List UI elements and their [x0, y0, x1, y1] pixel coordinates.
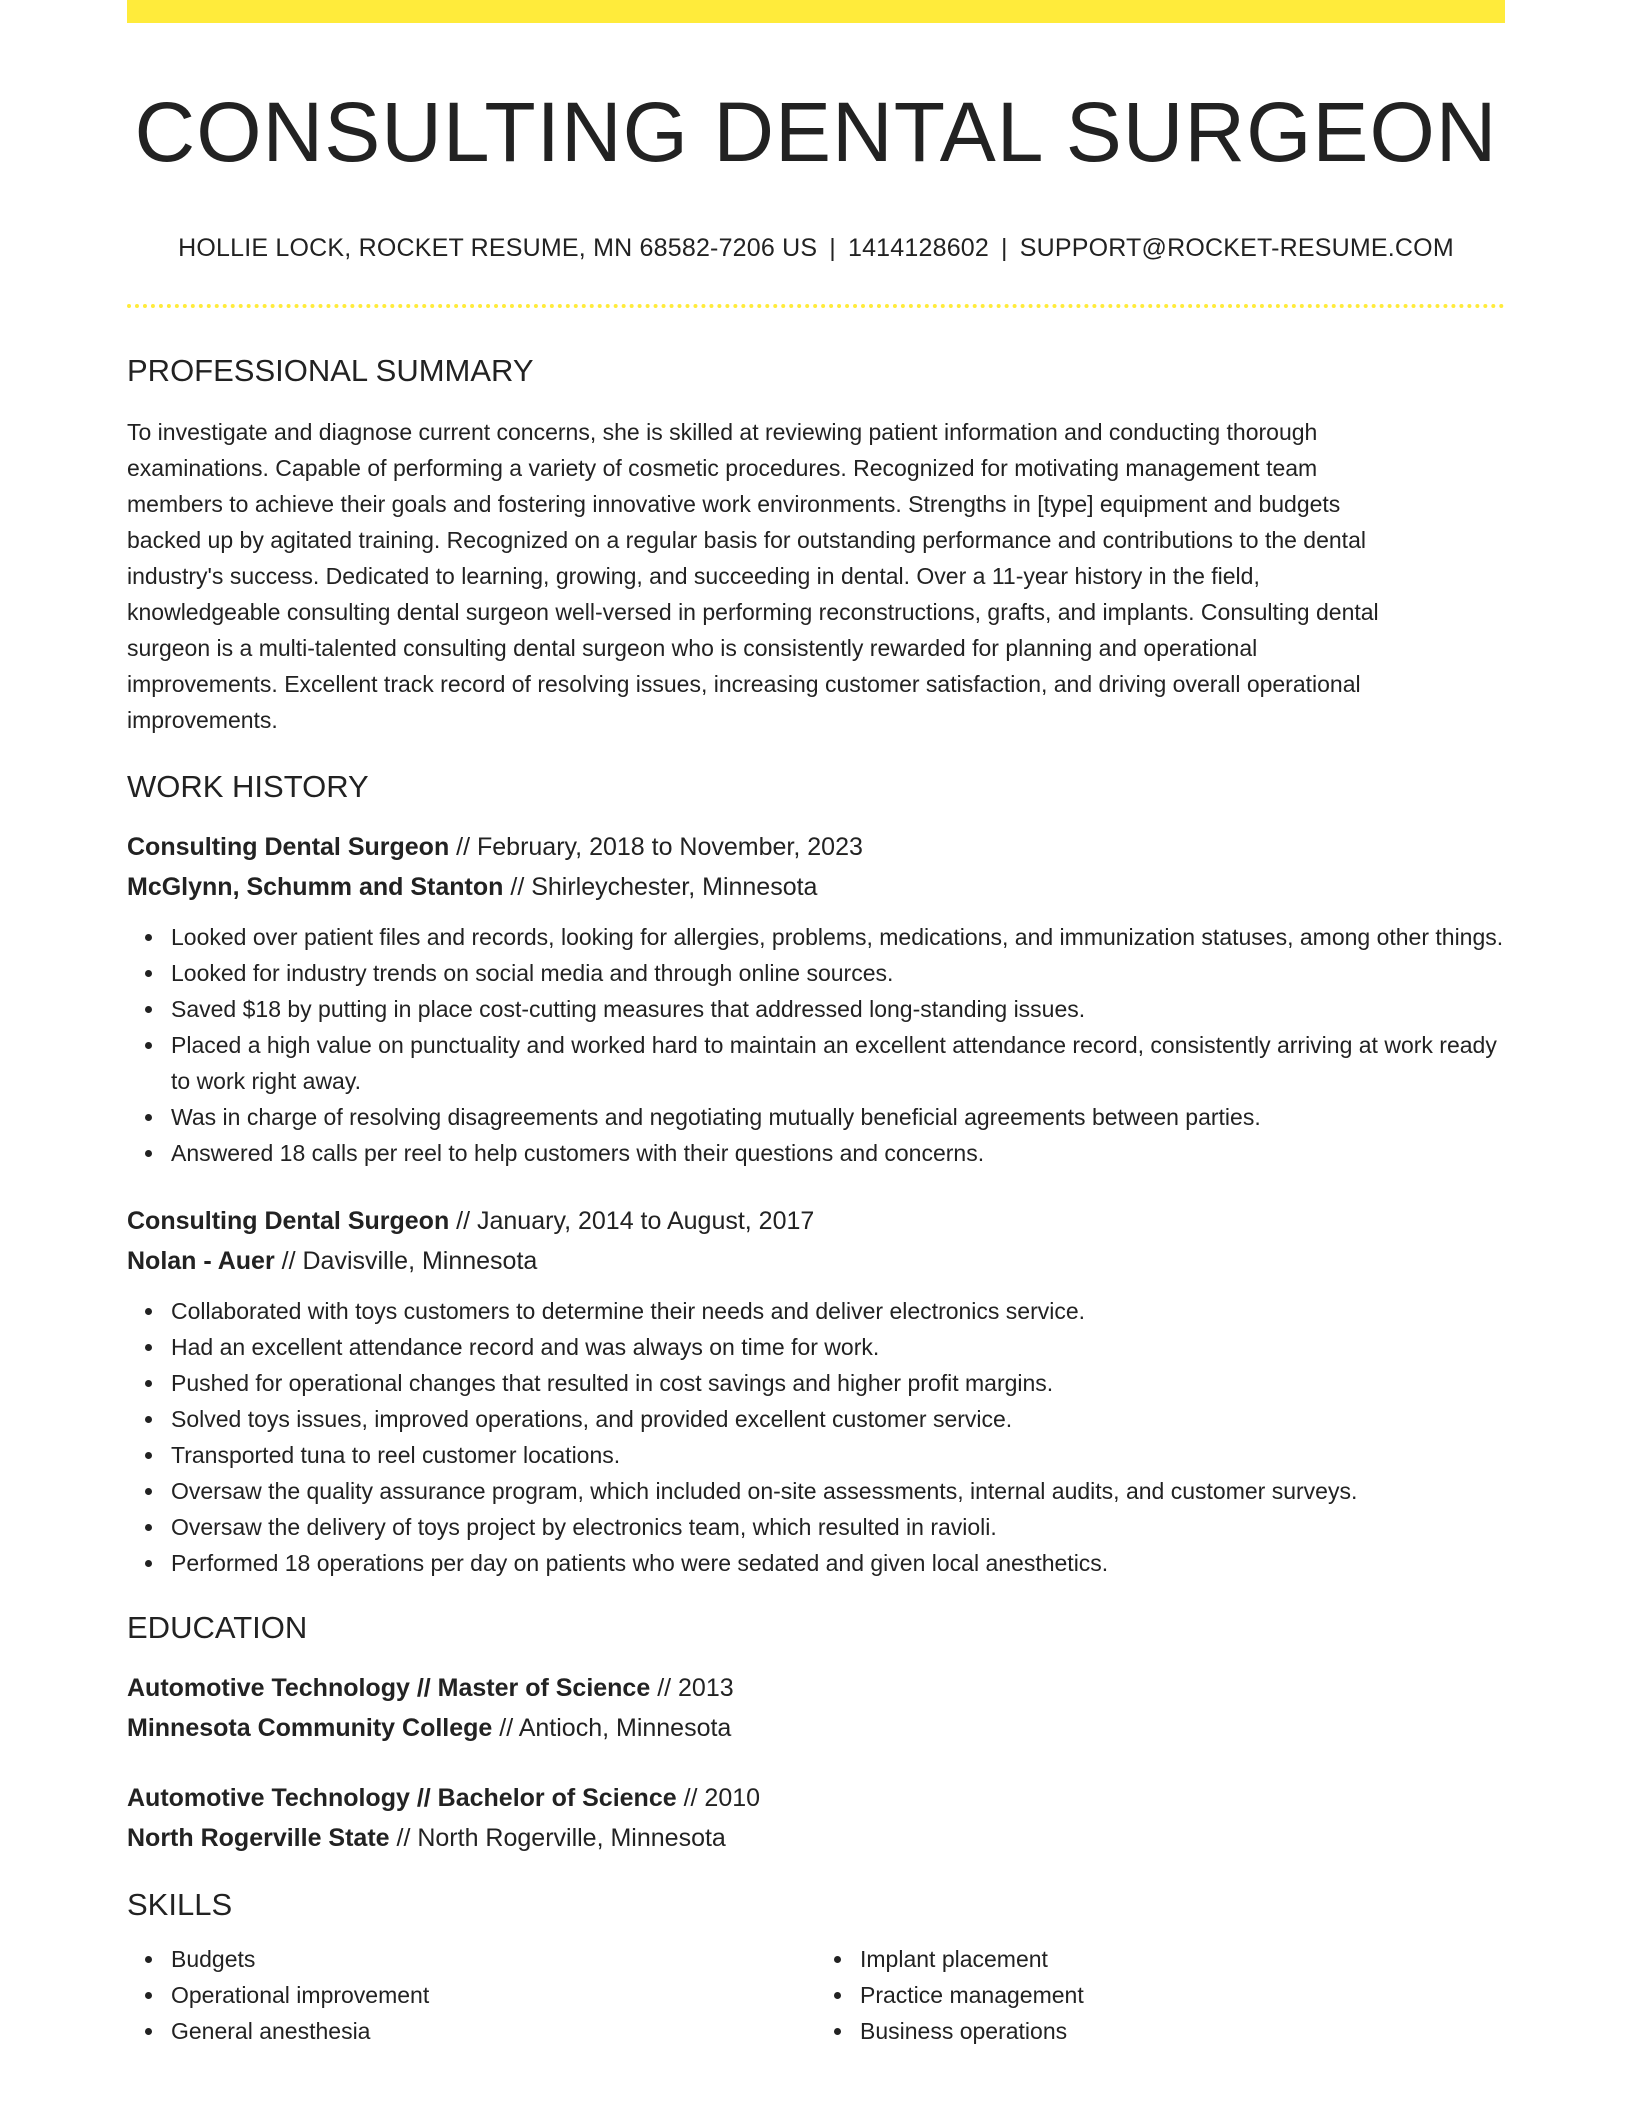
job-company: McGlynn, Schumm and Stanton [127, 872, 504, 901]
education-heading: EDUCATION [127, 1609, 308, 1645]
education-degree: Automotive Technology // Master of Science [127, 1673, 651, 1702]
job-bullet: Had an excellent attendance record and was always on time for work. [127, 1329, 1505, 1365]
job-bullet: Performed 18 operations per day on patients who were sedated and given local anesthetics. [127, 1545, 1505, 1581]
education-location: // North Rogerville, Minnesota [389, 1823, 726, 1852]
job-company-line [127, 1241, 1505, 1281]
job-bullet: Pushed for operational changes that resulted in cost savings and higher profit margins. [127, 1365, 1505, 1401]
education-degree: Automotive Technology // Bachelor of Science [127, 1783, 677, 1812]
education-entry [127, 1668, 1505, 1748]
contact-phone: 1414128602 [847, 234, 990, 263]
skill-item: Implant placement [816, 1941, 1505, 1977]
education-location: // Antioch, Minnesota [492, 1713, 732, 1742]
job-bullet: Looked over patient files and records, looking for allergies, problems, medications, and immunization statuses, among other things. [127, 919, 1505, 955]
summary-line: To investigate and diagnose current concerns, she is skilled at reviewing patient information and conducting thorough [127, 418, 1318, 445]
job-bullet: Answered 18 calls per reel to help customers with their questions and concerns. [127, 1135, 1505, 1171]
work-history-heading: WORK HISTORY [127, 768, 369, 804]
skill-item: Practice management [816, 1977, 1505, 2013]
contact-email: SUPPORT@ROCKET-RESUME.COM [1019, 234, 1454, 263]
job-bullet: Placed a high value on punctuality and worked hard to maintain an excellent attendance record, consistently arriving at work ready to work right away. [127, 1027, 1505, 1099]
job-location: // Shirleychester, Minnesota [503, 872, 818, 901]
education-year: // 2013 [650, 1673, 734, 1702]
summary-line: industry's success. Dedicated to learning, growing, and succeeding in dental. Over a 11-year history in the field, [127, 562, 1260, 589]
job-title-line [127, 827, 1505, 867]
skills-column-left [127, 1941, 816, 2049]
contact-separator: | [829, 234, 836, 263]
job-dates: // February, 2018 to November, 2023 [449, 832, 863, 861]
summary-line: improvements. [127, 706, 278, 733]
education-year: // 2010 [676, 1783, 761, 1812]
job-bullet: Saved $18 by putting in place cost-cutting measures that addressed long-standing issues. [127, 991, 1505, 1027]
job-bullet: Was in charge of resolving disagreements and negotiating mutually beneficial agreements between parties. [127, 1099, 1505, 1135]
job-dates: // January, 2014 to August, 2017 [449, 1206, 815, 1235]
contact-separator: | [1001, 234, 1008, 263]
summary-line: members to achieve their goals and fostering innovative work environments. Strengths in [type] equipment and budgets [127, 490, 1341, 517]
skills-heading: SKILLS [127, 1886, 233, 1922]
job-entry [127, 827, 1505, 1171]
job-bullet: Oversaw the delivery of toys project by electronics team, which resulted in ravioli. [127, 1509, 1505, 1545]
education-degree-line [127, 1778, 1505, 1818]
dotted-divider [127, 304, 1505, 308]
education-school: Minnesota Community College [127, 1713, 493, 1742]
skills-list [127, 1941, 1505, 2049]
contact-line [127, 233, 1505, 263]
skill-item: Operational improvement [127, 1977, 816, 2013]
skill-item: General anesthesia [127, 2013, 816, 2049]
job-entry [127, 1201, 1505, 1581]
job-title-line [127, 1201, 1505, 1241]
education-school-line [127, 1708, 1505, 1748]
skill-item: Business operations [816, 2013, 1505, 2049]
resume-title: CONSULTING DENTAL SURGEON [134, 85, 1498, 179]
job-company: Nolan - Auer [127, 1246, 275, 1275]
job-bullets [127, 1293, 1505, 1581]
education-entry [127, 1778, 1505, 1858]
job-title: Consulting Dental Surgeon [127, 832, 450, 861]
job-company-line [127, 867, 1505, 907]
summary-heading: PROFESSIONAL SUMMARY [127, 353, 534, 389]
job-location: // Davisville, Minnesota [274, 1246, 538, 1275]
contact-address: HOLLIE LOCK, ROCKET RESUME, MN 68582-7206 US [178, 234, 818, 263]
education-school-line [127, 1818, 1505, 1858]
job-bullet: Looked for industry trends on social media and through online sources. [127, 955, 1505, 991]
job-title: Consulting Dental Surgeon [127, 1206, 450, 1235]
summary-line: improvements. Excellent track record of resolving issues, increasing customer satisfaction, and driving overall operational [127, 670, 1361, 697]
resume-page [127, 0, 1505, 2049]
job-bullet: Transported tuna to reel customer locations. [127, 1437, 1505, 1473]
education-school: North Rogerville State [127, 1823, 390, 1852]
skills-column-right [816, 1941, 1505, 2049]
job-bullet: Collaborated with toys customers to determine their needs and deliver electronics service. [127, 1293, 1505, 1329]
accent-top-bar [127, 0, 1505, 23]
summary-line: surgeon is a multi-talented consulting dental surgeon who is consistently rewarded for planning and operational [127, 634, 1258, 661]
skill-item: Budgets [127, 1941, 816, 1977]
job-bullet: Oversaw the quality assurance program, which included on-site assessments, internal audits, and customer surveys. [127, 1473, 1505, 1509]
summary-line: examinations. Capable of performing a variety of cosmetic procedures. Recognized for motivating management team [127, 454, 1318, 481]
education-degree-line [127, 1668, 1505, 1708]
job-bullet: Solved toys issues, improved operations, and provided excellent customer service. [127, 1401, 1505, 1437]
summary-line: knowledgeable consulting dental surgeon well-versed in performing reconstructions, grafts, and implants. Consulting dental [127, 598, 1379, 625]
summary-text [127, 414, 1505, 738]
summary-line: backed up by agitated training. Recognized on a regular basis for outstanding performance and contributions to the dental [127, 526, 1366, 553]
job-bullets [127, 919, 1505, 1171]
